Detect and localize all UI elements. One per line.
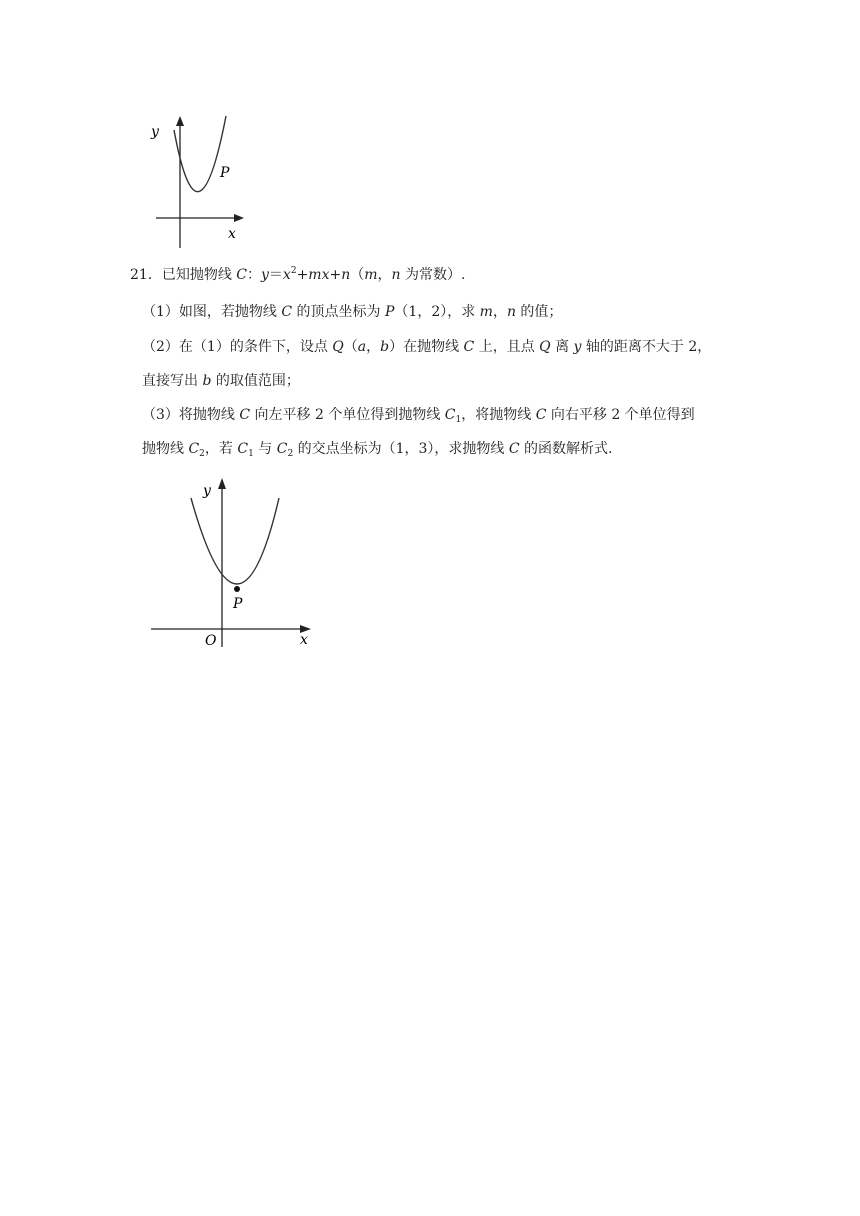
- y-axis-label: y: [151, 124, 159, 140]
- part2-var: C: [463, 339, 475, 355]
- x-axis-arrow: [234, 214, 244, 222]
- part1-var: C: [281, 304, 293, 320]
- part1-var: n: [506, 304, 516, 320]
- part2-text: ）在抛物线: [389, 339, 464, 355]
- stem-var: mx: [308, 267, 330, 283]
- part3-text: ，将抛物线: [461, 407, 536, 423]
- part1-text: 的值；: [515, 304, 563, 320]
- part1-text: （1）如图，若抛物线: [142, 304, 282, 320]
- part2-text: 的取值范围；: [211, 373, 300, 389]
- part3-text: （3）将抛物线: [142, 407, 240, 423]
- y-axis-label: y: [203, 483, 211, 499]
- part3-var: C: [237, 441, 249, 457]
- stem-text: ＝: [268, 267, 283, 283]
- x-axis-label: x: [228, 226, 236, 242]
- vertex-point-p: [234, 586, 240, 592]
- part3-subscript: 1: [455, 415, 462, 425]
- part2-var: y: [573, 339, 582, 355]
- parabola: [191, 498, 279, 584]
- part2-text: 上，且点: [474, 339, 540, 355]
- stem-var: n: [391, 267, 401, 283]
- part1-var: P: [384, 304, 395, 320]
- part2-var: Q: [332, 339, 344, 355]
- part2-var: Q: [539, 339, 551, 355]
- part2-var: b: [202, 373, 212, 389]
- part-2-line-2: [142, 372, 300, 390]
- stem-text: ：: [247, 267, 261, 283]
- part2-text: （2）在（1）的条件下，设点: [142, 339, 333, 355]
- parabola: [174, 116, 226, 192]
- part2-text: 轴的距离不大于 2，: [581, 339, 712, 355]
- part1-text: ，: [492, 304, 507, 320]
- x-axis-label: x: [300, 632, 308, 648]
- part3-var: C: [188, 441, 200, 457]
- part3-var: C: [276, 441, 288, 457]
- part3-text: 抛物线: [142, 441, 189, 457]
- stem-var: C: [236, 267, 247, 283]
- top-figure: [140, 110, 260, 250]
- part3-text: 向左平移 2 个单位得到抛物线: [250, 407, 445, 423]
- part1-var: m: [479, 304, 493, 320]
- part2-text: 离: [550, 339, 574, 355]
- stem-var: x: [282, 267, 291, 283]
- part3-text: 的交点坐标为（1，3），求抛物线: [293, 441, 509, 457]
- part3-text: 的函数解析式.: [519, 441, 613, 457]
- stem-text: 为常数）.: [400, 267, 466, 283]
- part3-var: C: [444, 407, 456, 423]
- top-graph: [140, 110, 260, 250]
- part3-text: 与: [253, 441, 277, 457]
- stem-var: y: [261, 267, 269, 283]
- part-3-line-1: [142, 406, 695, 424]
- part-2-line-1: [142, 338, 711, 356]
- stem-exponent: 2: [290, 266, 297, 276]
- stem-text: +: [329, 267, 342, 283]
- bottom-graph: [145, 472, 320, 652]
- part3-subscript: 2: [287, 449, 294, 459]
- part3-text: 向右平移 2 个单位得到: [546, 407, 695, 423]
- part2-var: a: [357, 339, 367, 355]
- stem-var: n: [341, 267, 351, 283]
- part1-text: （1，2），求: [394, 304, 480, 320]
- problem-number: 21．: [130, 267, 162, 283]
- part3-var: C: [535, 407, 547, 423]
- stem-text: （: [350, 267, 365, 283]
- point-p-label: P: [233, 596, 243, 612]
- part2-text: 直接写出: [142, 373, 203, 389]
- part2-var: b: [380, 339, 390, 355]
- stem-var: m: [364, 267, 378, 283]
- stem-text: 已知抛物线: [161, 267, 237, 283]
- part2-text: ，: [366, 339, 381, 355]
- part-1: [142, 303, 562, 321]
- bottom-figure: [145, 472, 320, 652]
- part1-text: 的顶点坐标为: [292, 304, 385, 320]
- part2-text: （: [343, 339, 358, 355]
- part3-var: C: [239, 407, 251, 423]
- part-3-line-2: [142, 440, 613, 458]
- stem-text: ，: [377, 267, 392, 283]
- point-p-label: P: [220, 165, 230, 181]
- y-axis-arrow: [176, 116, 184, 126]
- stem-text: +: [296, 267, 309, 283]
- part3-text: ，若: [204, 441, 238, 457]
- origin-label: O: [205, 633, 217, 649]
- part3-var: C: [508, 441, 520, 457]
- problem-stem: [130, 266, 465, 284]
- part3-subscript: 1: [248, 449, 254, 459]
- part3-subscript: 2: [199, 449, 205, 459]
- y-axis-arrow: [218, 478, 226, 489]
